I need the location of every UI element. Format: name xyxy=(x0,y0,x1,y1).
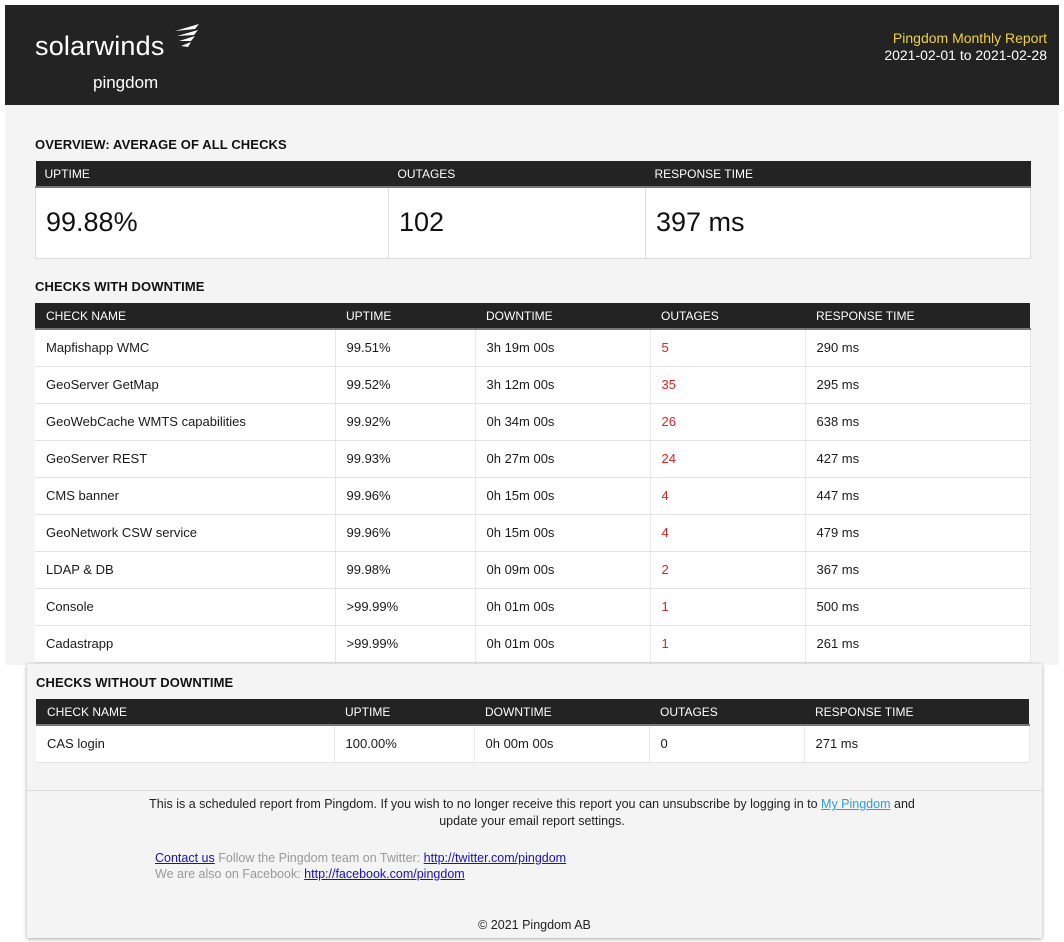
check-response-time: 447 ms xyxy=(805,477,1030,514)
facebook-text: We are also on Facebook: xyxy=(155,867,305,881)
check-uptime: 99.52% xyxy=(335,366,475,403)
footer-divider xyxy=(27,790,1042,791)
check-downtime: 0h 09m 00s xyxy=(475,551,650,588)
checks-with-downtime-title: CHECKS WITH DOWNTIME xyxy=(35,279,205,294)
table-row xyxy=(35,329,1030,366)
check-downtime: 3h 19m 00s xyxy=(475,329,650,366)
contact-us-link[interactable]: Contact us xyxy=(155,851,215,865)
check-downtime: 0h 34m 00s xyxy=(475,403,650,440)
check-outages: 24 xyxy=(650,440,805,477)
check-name: Console xyxy=(35,588,335,625)
check-name: Cadastrapp xyxy=(35,625,335,662)
checks-without-downtime-card xyxy=(27,664,1042,938)
check-response-time: 271 ms xyxy=(804,725,1029,762)
report-date-range: 2021-02-01 to 2021-02-28 xyxy=(884,47,1047,63)
check-response-time: 427 ms xyxy=(805,440,1030,477)
column-header-response-time: RESPONSE TIME xyxy=(805,303,1030,329)
twitter-text: Follow the Pingdom team on Twitter: xyxy=(214,851,424,865)
overview-header-row xyxy=(36,161,1031,187)
overview-uptime-value: 99.88% xyxy=(36,187,389,258)
column-header-uptime: UPTIME xyxy=(334,699,474,725)
table-row xyxy=(35,625,1030,662)
column-header-check-name: CHECK NAME xyxy=(36,699,334,725)
overview-outages-value: 102 xyxy=(389,187,646,258)
table-row xyxy=(35,440,1030,477)
check-downtime: 3h 12m 00s xyxy=(475,366,650,403)
column-header-downtime: DOWNTIME xyxy=(475,303,650,329)
report-info xyxy=(877,30,1047,64)
overview-title: OVERVIEW: AVERAGE OF ALL CHECKS xyxy=(35,137,287,152)
check-outages: 5 xyxy=(650,329,805,366)
check-outages: 35 xyxy=(650,366,805,403)
check-uptime: 99.98% xyxy=(335,551,475,588)
footer-social-links xyxy=(155,850,566,882)
copyright: © 2021 Pingdom AB xyxy=(478,918,591,932)
overview-values-row xyxy=(36,187,1031,258)
table-row xyxy=(35,366,1030,403)
check-outages: 0 xyxy=(649,725,804,762)
solarwinds-pingdom-logo xyxy=(35,31,165,92)
check-name: GeoNetwork CSW service xyxy=(35,514,335,551)
check-uptime: 99.96% xyxy=(335,514,475,551)
column-header-check-name: CHECK NAME xyxy=(35,303,335,329)
check-response-time: 500 ms xyxy=(805,588,1030,625)
check-response-time: 479 ms xyxy=(805,514,1030,551)
logo-subtitle: pingdom xyxy=(93,73,159,92)
facebook-link[interactable]: http://facebook.com/pingdom xyxy=(304,867,465,881)
check-outages: 4 xyxy=(650,514,805,551)
check-name: GeoServer REST xyxy=(35,440,335,477)
notice-text-end: and update your email report settings. xyxy=(439,797,915,828)
check-uptime: 99.96% xyxy=(335,477,475,514)
column-header-uptime: UPTIME xyxy=(36,161,389,187)
logo-wordmark: solarwinds xyxy=(35,31,165,61)
check-uptime: 99.51% xyxy=(335,329,475,366)
check-downtime: 0h 27m 00s xyxy=(475,440,650,477)
check-name: GeoServer GetMap xyxy=(35,366,335,403)
checks-with-downtime-table xyxy=(35,303,1031,663)
report-header xyxy=(5,5,1059,105)
check-name: CAS login xyxy=(36,725,334,762)
check-uptime: >99.99% xyxy=(335,588,475,625)
check-downtime: 0h 00m 00s xyxy=(474,725,649,762)
check-uptime: 99.92% xyxy=(335,403,475,440)
table-row xyxy=(36,725,1029,762)
check-outages: 26 xyxy=(650,403,805,440)
check-downtime: 0h 15m 00s xyxy=(475,477,650,514)
checks-without-downtime-title: CHECKS WITHOUT DOWNTIME xyxy=(36,675,234,690)
check-name: GeoWebCache WMTS capabilities xyxy=(35,403,335,440)
check-outages: 2 xyxy=(650,551,805,588)
notice-text-start: This is a scheduled report from Pingdom. If you wish to no longer receive this report you can unsubscribe by logging in to xyxy=(149,797,822,811)
check-downtime: 0h 01m 00s xyxy=(475,588,650,625)
check-name: LDAP & DB xyxy=(35,551,335,588)
twitter-link[interactable]: http://twitter.com/pingdom xyxy=(423,851,567,865)
table-row xyxy=(35,477,1030,514)
check-name: CMS banner xyxy=(35,477,335,514)
check-response-time: 295 ms xyxy=(805,366,1030,403)
check-name: Mapfishapp WMC xyxy=(35,329,335,366)
column-header-response-time: RESPONSE TIME xyxy=(646,161,1031,187)
unsubscribe-notice xyxy=(137,796,927,830)
column-header-downtime: DOWNTIME xyxy=(474,699,649,725)
check-outages: 1 xyxy=(650,625,805,662)
column-header-response-time: RESPONSE TIME xyxy=(804,699,1029,725)
check-outages: 1 xyxy=(650,588,805,625)
overview-table xyxy=(35,161,1031,259)
report-body xyxy=(5,105,1059,665)
column-header-outages: OUTAGES xyxy=(650,303,805,329)
table-header-row xyxy=(35,303,1030,329)
check-downtime: 0h 01m 00s xyxy=(475,625,650,662)
my-pingdom-link[interactable]: My Pingdom xyxy=(821,797,891,811)
table-header-row xyxy=(36,699,1029,725)
report-title: Pingdom Monthly Report xyxy=(892,30,1047,46)
table-row xyxy=(35,588,1030,625)
solarwinds-bird-icon xyxy=(173,23,201,51)
check-response-time: 367 ms xyxy=(805,551,1030,588)
check-response-time: 638 ms xyxy=(805,403,1030,440)
column-header-outages: OUTAGES xyxy=(389,161,646,187)
check-uptime: >99.99% xyxy=(335,625,475,662)
checks-without-downtime-table xyxy=(36,699,1030,763)
check-uptime: 99.93% xyxy=(335,440,475,477)
overview-response-time-value: 397 ms xyxy=(646,187,1031,258)
column-header-uptime: UPTIME xyxy=(335,303,475,329)
check-uptime: 100.00% xyxy=(334,725,474,762)
table-row xyxy=(35,514,1030,551)
check-response-time: 290 ms xyxy=(805,329,1030,366)
table-row xyxy=(35,403,1030,440)
check-downtime: 0h 15m 00s xyxy=(475,514,650,551)
table-row xyxy=(35,551,1030,588)
column-header-outages: OUTAGES xyxy=(649,699,804,725)
check-response-time: 261 ms xyxy=(805,625,1030,662)
check-outages: 4 xyxy=(650,477,805,514)
